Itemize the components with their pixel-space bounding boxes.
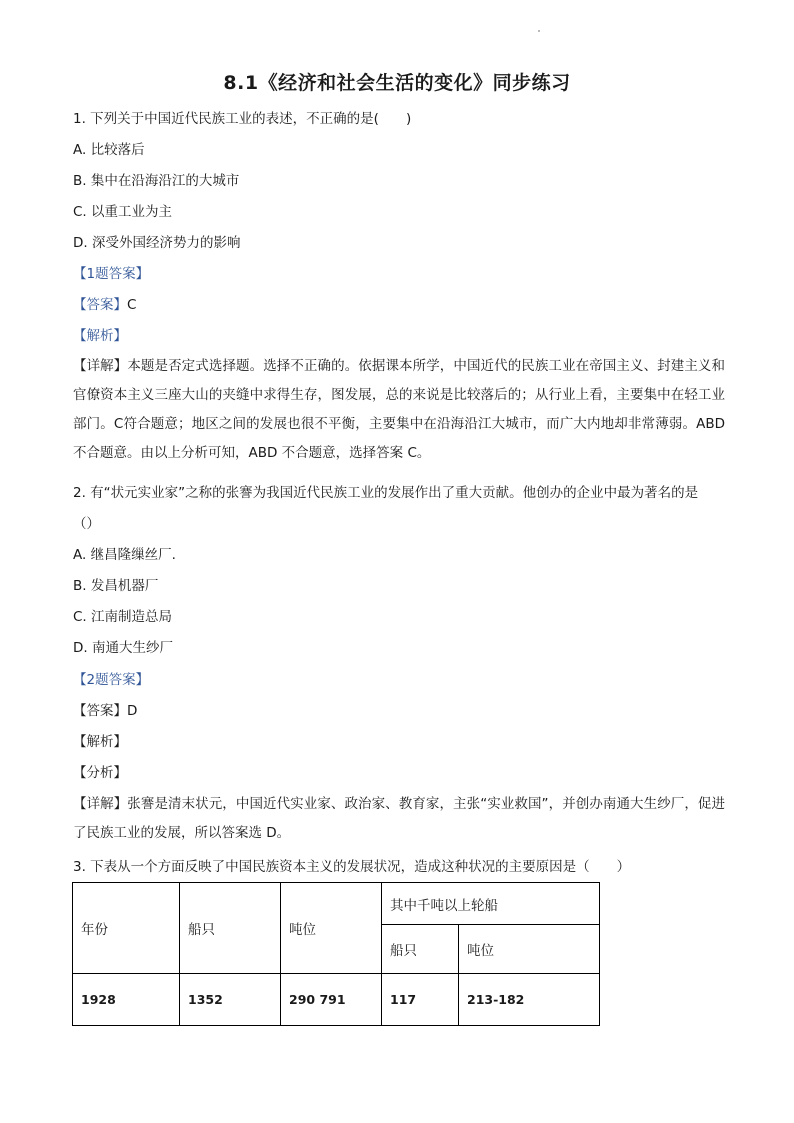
header-ships: 船只 (180, 883, 281, 974)
scan-dot (538, 30, 540, 32)
question-1-option-c: C. 以重工业为主 (73, 204, 173, 220)
question-1-detail (73, 352, 725, 468)
question-2-option-d: D. 南通大生纱厂 (73, 640, 173, 656)
shipping-table (72, 882, 600, 1026)
header-sub-ships: 船只 (382, 925, 459, 974)
answer-tag: 【答案】 (73, 703, 127, 719)
question-3-stem: 3. 下表从一个方面反映了中国民族资本主义的发展状况，造成这种状况的主要原因是（ ） (73, 859, 631, 875)
question-2-answer (73, 702, 137, 720)
answer-value: C (127, 297, 137, 313)
cell-big-tonnage: 213-182 (459, 974, 600, 1026)
question-1-analysis-tag: 【解析】 (73, 328, 127, 344)
question-2-option-c: C. 江南制造总局 (73, 609, 173, 625)
question-2-analysis-tag: 【解析】 (73, 734, 127, 750)
question-1-option-b: B. 集中在沿海沿江的大城市 (73, 173, 240, 189)
header-group: 其中千吨以上轮船 (382, 883, 600, 925)
cell-ships: 1352 (180, 974, 281, 1026)
answer-value: D (127, 703, 138, 719)
page-title: 8.1《经济和社会生活的变化》同步练习 (223, 72, 571, 94)
question-2-detail (73, 790, 725, 848)
question-2-stem-bracket: （） (73, 516, 100, 532)
cell-big-ships: 117 (382, 974, 459, 1026)
detail-tag: 【详解】 (73, 796, 128, 812)
detail-text: 本题是否定式选择题。选择不正确的。依据课本所学，中国近代的民族工业在帝国主义、封建主义和官僚资本主义三座大山的夹缝中求得生存，图发展，总的来说是比较落后的；从行业上看，主要集中在轻工业部门。C符合题意；地区之间的发展也很不平衡，主要集中在沿海沿江大城市，而广大内地却非常薄弱。ABD 不合题意。由以上分析可知，ABD 不合题意，选择答案 C。 (73, 358, 726, 461)
question-2-option-b: B. 发昌机器厂 (73, 578, 159, 594)
detail-tag: 【详解】 (73, 358, 128, 374)
cell-tonnage: 290 791 (281, 974, 382, 1026)
question-1-answer (73, 296, 136, 314)
header-tonnage: 吨位 (281, 883, 382, 974)
question-1-option-d: D. 深受外国经济势力的影响 (73, 235, 241, 251)
question-2-stem: 2. 有“状元实业家”之称的张謇为我国近代民族工业的发展作出了重大贡献。他创办的企业中最为著名的是 (73, 485, 699, 501)
question-2-fenxi-tag: 【分析】 (73, 765, 127, 781)
answer-tag: 【答案】 (73, 297, 127, 313)
header-sub-tonnage: 吨位 (459, 925, 600, 974)
detail-text: 张謇是清末状元，中国近代实业家、政治家、教育家，主张“实业救国”，并创办南通大生纱厂，促进了民族工业的发展，所以答案选 D。 (73, 796, 725, 841)
header-year: 年份 (73, 883, 180, 974)
question-1-stem: 1. 下列关于中国近代民族工业的表述，不正确的是( ) (73, 111, 412, 127)
cell-year: 1928 (73, 974, 180, 1026)
question-1-answer-header: 【1题答案】 (73, 266, 150, 282)
question-1-option-a: A. 比较落后 (73, 142, 145, 158)
table-row (73, 974, 600, 1026)
question-2-answer-header: 【2题答案】 (73, 672, 150, 688)
question-2-option-a: A. 继昌隆缫丝厂. (73, 547, 176, 563)
